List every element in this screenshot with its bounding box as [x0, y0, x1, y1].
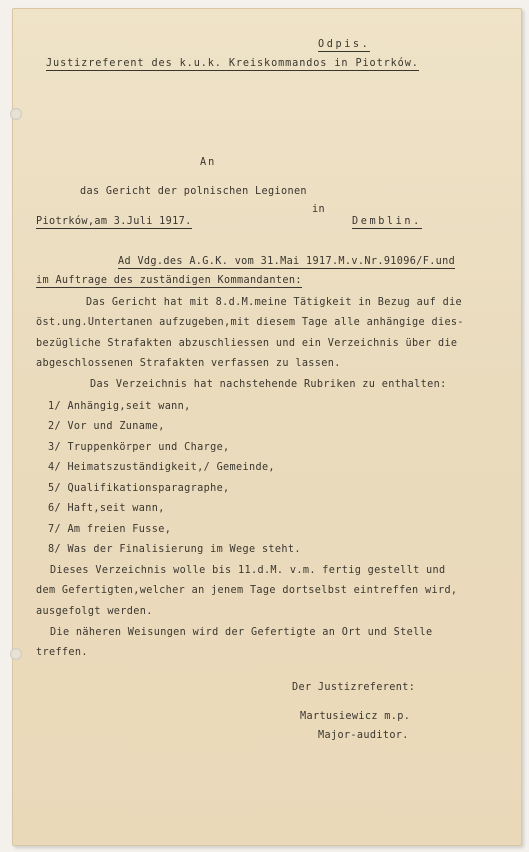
signature-title: Der Justizreferent: — [292, 682, 416, 693]
body-line: Die näheren Weisungen wird der Gefertigte an Ort und Stelle — [50, 627, 433, 638]
destination: Demblin. — [352, 217, 422, 229]
list-item: 7/ Am freien Fusse, — [48, 524, 172, 535]
body-line: dem Gefertigten,welcher an jenem Tage dortselbst eintreffen wird, — [36, 585, 458, 596]
body-line: Das Verzeichnis hat nachstehende Rubriken zu enthalten: — [90, 379, 447, 390]
address-in: in — [312, 204, 325, 215]
reference-line-1: Ad Vdg.des A.G.K. vom 31.Mai 1917.M.v.Nr.91096/F.und — [118, 257, 455, 269]
body-line: Dieses Verzeichnis wolle bis 11.d.M. v.m. fertig gestellt und — [50, 565, 446, 576]
list-item: 5/ Qualifikationsparagraphe, — [48, 483, 230, 494]
recipient: das Gericht der polnischen Legionen — [80, 186, 307, 197]
place-date: Piotrków,am 3.Juli 1917. — [36, 217, 192, 229]
list-item: 8/ Was der Finalisierung im Wege steht. — [48, 544, 301, 555]
list-item: 1/ Anhängig,seit wann, — [48, 401, 191, 412]
body-line: treffen. — [36, 647, 88, 658]
punch-hole — [10, 648, 22, 660]
signature-name: Martusiewicz m.p. — [300, 711, 411, 722]
body-line: öst.ung.Untertanen aufzugeben,mit diesem Tage alle anhängige dies- — [36, 317, 464, 328]
punch-hole — [10, 108, 22, 120]
signature-rank: Major-auditor. — [318, 730, 409, 741]
body-line: bezügliche Strafakten abzuschliessen und ein Verzeichnis über die — [36, 338, 458, 349]
copy-mark: Odpis. — [318, 40, 370, 52]
list-item: 4/ Heimatszuständigkeit,/ Gemeinde, — [48, 462, 275, 473]
address-to: An — [200, 157, 217, 168]
body-line: Das Gericht hat mit 8.d.M.meine Tätigkeit in Bezug auf die — [86, 297, 463, 308]
issuer-line: Justizreferent des k.u.k. Kreiskommandos in Piotrków. — [46, 59, 419, 71]
body-line: abgeschlossenen Strafakten verfassen zu lassen. — [36, 358, 341, 369]
body-line: ausgefolgt werden. — [36, 606, 153, 617]
reference-line-2: im Auftrage des zuständigen Kommandanten: — [36, 276, 302, 288]
list-item: 2/ Vor und Zuname, — [48, 421, 165, 432]
list-item: 6/ Haft,seit wann, — [48, 503, 165, 514]
list-item: 3/ Truppenkörper und Charge, — [48, 442, 230, 453]
